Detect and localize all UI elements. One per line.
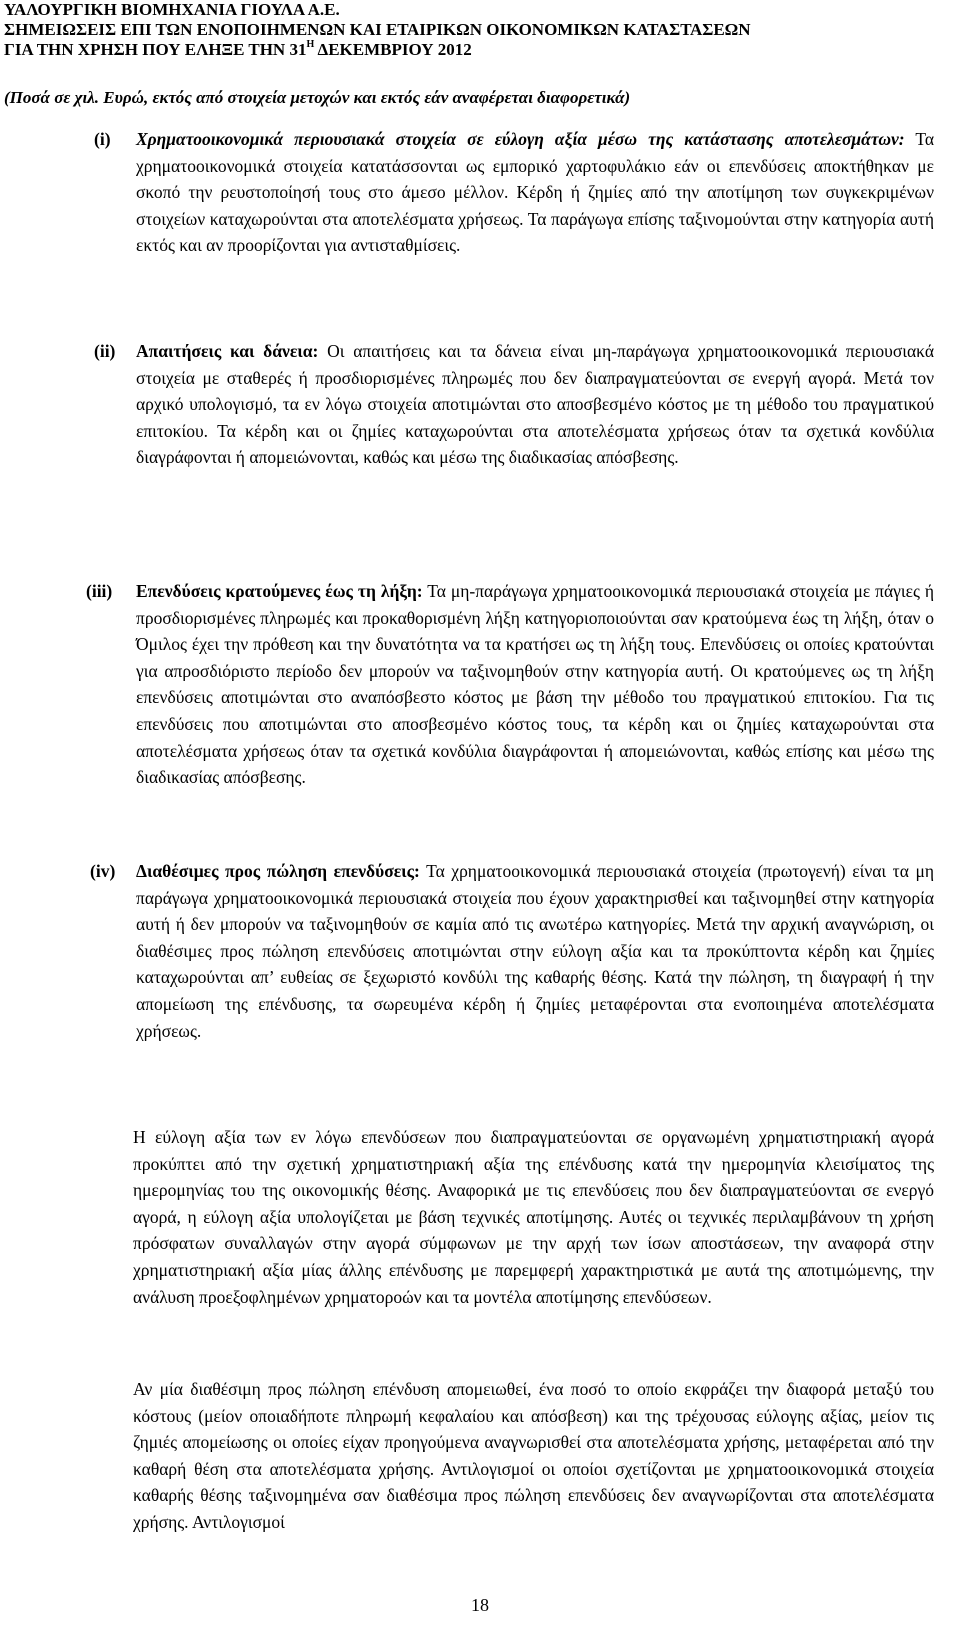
item-iv [90, 858, 934, 1044]
statements-title: ΣΗΜΕΙΩΣΕΙΣ ΕΠΙ ΤΩΝ ΕΝΟΠΟΙΗΜΕΝΩΝ ΚΑΙ ΕΤΑΙΡΙΚΩΝ ΟΙΚΟΝΟΜΙΚΩΝ ΚΑΤΑΣΤΑΣΕΩΝ [4, 20, 751, 39]
item-marker: (iii) [86, 581, 113, 601]
item-marker: (iv) [90, 861, 116, 881]
item-ii [94, 338, 934, 471]
page-number: 18 [471, 1595, 489, 1615]
item-body: Τα χρηματοοικονομικά περιουσιακά στοιχεία (πρωτογενή) είναι τα μη παράγωγα χρηματοοικονομικά περιουσιακά στοιχεία που έχουν χαρακτηρισθεί και ταξινομηθεί στην κατηγορία αυτή ή δεν μπορούν να ταξινομηθούν σε καμία από τις ανωτέρω κατηγορίες. Μετά την αρχική αναγνώριση, οι διαθέσιμες προς πώληση επενδύσεις αποτιμώνται στην εύλογη αξία και τα προκύπτοντα κέρδη και ζημίες καταχωρούνται απ’ ευθείας σε ξεχωριστό κονδύλι της καθαρής θέσης. Κατά την πώληση, τη διαγραφή ή την απομείωση της επένδυσης, τα σωρευμένα κέρδη ή ζημίες μεταφέρονται στα ενοποιημένα αποτελέσματα χρήσεως. [136, 861, 934, 1041]
period-superscript: Η [306, 39, 315, 50]
item-heading: Επενδύσεις κρατούμενες έως τη λήξη: [136, 581, 423, 601]
item-body: Οι απαιτήσεις και τα δάνεια είναι μη-παράγωγα χρηματοοικονομικά περιουσιακά στοιχεία με σταθερές ή προσδιορισμένες πληρωμές που δεν διαπραγματεύονται σε ενεργή αγορά. Μετά τον αρχικό υπολογισμό, τα εν λόγω στοιχεία αποτιμώνται στο αποσβεσμένο κόστος με τη μέθοδο του πραγματικού επιτοκίου. Τα κέρδη και οι ζημίες καταχωρούνται στα αποτελέσματα χρήσεως όταν τα σχετικά κονδύλια διαγράφονται ή απομειώνονται, καθώς και μέσω της διαδικασίας απόσβεσης. [136, 341, 934, 468]
item-marker: (ii) [94, 341, 116, 361]
item-body: Τα μη-παράγωγα χρηματοοικονομικά περιουσιακά στοιχεία με πάγιες ή προσδιορισμένες πληρωμές και προκαθορισμένη λήξη κατηγοριοποιούνται σαν κρατούμενα έως τη λήξη, όταν ο Όμιλος έχει την πρόθεση και την δυνατότητα να τα κρατήσει ως τη λήξη τους. Επενδύσεις οι οποίες κρατούνται για απροσδιόριστο περίοδο δεν μπορούν να ταξινομηθούν στην κατηγορία αυτή. Οι κρατούμενες ως τη λήξη επενδύσεις αποτιμώνται στο αναπόσβεστο κόστος με βάση την μέθοδο του πραγματικού επιτοκίου. Για τις επενδύσεις που αποτιμώνται στο αποσβεσμένο κόστος τους, τα κέρδη και οι ζημίες καταχωρούνται στα αποτελέσματα χρήσεως όταν τα σχετικά κονδύλια διαγράφονται ή απομειώνονται, καθώς επίσης και μέσω της διαδικασίας απόσβεσης. [136, 581, 934, 788]
period-prefix: ΓΙΑ ΤΗΝ ΧΡΗΣΗ ΠΟΥ ΕΛΗΞΕ ΤΗΝ 31 [4, 40, 307, 59]
period-suffix: ΔΕΚΕΜΒΡΙΟΥ 2012 [314, 40, 472, 59]
item-marker: (i) [94, 129, 111, 149]
company-name: ΥΑΛΟΥΡΓΙΚΗ ΒΙΟΜΗΧΑΝΙΑ ΓΙΟΥΛΑ Α.Ε. [4, 0, 340, 19]
fair-value-paragraph: Η εύλογη αξία των εν λόγω επενδύσεων που διαπραγματεύονται σε οργανωμένη χρηματιστηριακή αγορά προκύπτει από την σχετική χρηματιστηριακή αξία της επένδυσης κατά την ημερομηνία κλεισίματος της ημερομηνίας του της οικονομικής θέσης. Αναφορικά με τις επενδύσεις που δεν διαπραγματεύονται σε ενεργό αγορά, η εύλογη αξία υπολογίζεται με βάση τεχνικές αποτίμησης. Αυτές οι τεχνικές περιλαμβάνουν τη χρήση πρόσφατων συναλλαγών στην αγορά σύμφωνων με την αρχή των ίσων αποστάσεων, την αναφορά στην χρηματιστηριακή αξία μίας άλλης επένδυσης με παρεμφερή χαρακτηριστικά με αυτά της αποτιμώμενης, την ανάλυση προεξοφλημένων χρηματοροών και τα μοντέλα αποτίμησης επενδύσεων. [133, 1127, 934, 1307]
item-heading: Διαθέσιμες προς πώληση επενδύσεις: [136, 861, 420, 881]
item-heading: Χρηματοοικονομικά περιουσιακά στοιχεία σε εύλογη αξία μέσω της κατάστασης αποτελεσμάτων: [136, 129, 905, 149]
item-iii [86, 578, 934, 791]
item-i [94, 126, 935, 259]
item-body: Τα χρηματοοικονομικά στοιχεία κατατάσσονται ως εμπορικό χαρτοφυλάκιο εάν οι επενδύσεις αποκτήθηκαν με σκοπό την ρευστοποίησή τους στο άμεσο μέλλον. Κέρδη ή ζημίες από την αποτίμηση των συγκεκριμένων στοιχείων καταχωρούνται στα αποτελέσματα χρήσεως. Τα παράγωγα επίσης ταξινομούνται στην κατηγορία αυτή εκτός και αν προορίζονται για αντισταθμίσεις. [136, 129, 935, 256]
item-heading: Απαιτήσεις και δάνεια: [136, 341, 319, 361]
impairment-paragraph: Αν μία διαθέσιμη προς πώληση επένδυση απομειωθεί, ένα ποσό το οποίο εκφράζει την διαφορά μεταξύ του κόστους (μείον οποιαδήποτε πληρωμή κεφαλαίου και απόσβεση) και της τρέχουσας εύλογης αξίας, μείον τις ζημιές απομείωσης οι οποίες είχαν προηγούμενα αναγνωρισθεί στα αποτελέσματα χρήσης, μεταφέρεται από την καθαρή θέση στα αποτελέσματα χρήσης. Αντιλογισμοί οι οποίοι σχετίζονται με χρηματοοικονομικά στοιχεία καθαρής θέσης ταξινομημένα σαν διαθέσιμα προς πώληση επενδύσεις δεν αναγνωρίζονται στα αποτελέσματα χρήσης. Αντιλογισμοί [133, 1379, 934, 1532]
amounts-note: (Ποσά σε χιλ. Ευρώ, εκτός από στοιχεία μετοχών και εκτός εάν αναφέρεται διαφορετικά) [4, 88, 631, 107]
period-line [4, 40, 944, 60]
